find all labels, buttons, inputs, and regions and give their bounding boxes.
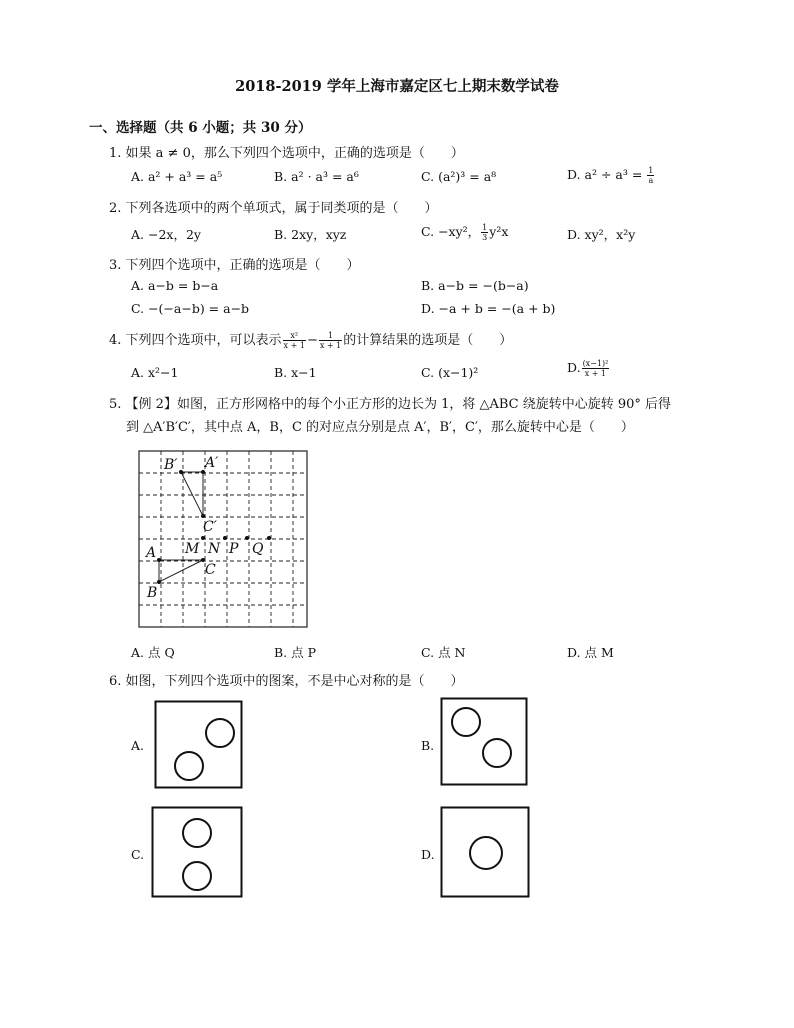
q4-d-den: x + 1	[584, 369, 607, 378]
q4-fraction-2	[319, 331, 342, 350]
q3-option-d[interactable]: D. −a + b = −(a + b)	[421, 301, 556, 316]
label-a: A	[146, 545, 157, 561]
q1-d-num: 1	[648, 166, 654, 175]
label-b-prime: B′	[164, 457, 178, 473]
point-c-prime	[201, 514, 205, 518]
label-a-prime: A′	[205, 455, 219, 471]
q3-stem: 3. 下列四个选项中，正确的选项是（ ）	[109, 258, 360, 273]
point-p	[245, 536, 249, 540]
q2-c-num: 1	[482, 223, 488, 232]
square-frame	[153, 808, 242, 897]
q2-option-d[interactable]: D. xy²，x²y	[567, 227, 636, 242]
circle-lower-left	[175, 752, 203, 780]
label-c-prime: C′	[203, 519, 217, 535]
page-title: 2018-2019 学年上海市嘉定区七上期末数学试卷	[235, 78, 559, 95]
circle-bottom	[183, 862, 211, 890]
q2-stem: 2. 下列各选项中的两个单项式，属于同类项的是（ ）	[109, 201, 438, 216]
q2-option-c-label: C. −xy²，	[421, 224, 481, 239]
q4-stem-post: 的计算结果的选项是（ ）	[343, 333, 513, 348]
q5-stem-line2: 到 △A′B′C′，其中点 A，B，C 的对应点分别是点 A′，B′，C′，那么旋转中心是（ ）	[126, 420, 634, 435]
q2-option-c[interactable]	[421, 222, 508, 242]
q6-option-a-label[interactable]: A.	[131, 738, 145, 753]
section-heading: 一、选择题（共 6 小题；共 30 分）	[89, 120, 312, 136]
q4-d-num: (x−1)²	[582, 359, 609, 368]
label-c: C	[205, 562, 216, 578]
q1-option-d-fraction	[647, 166, 654, 185]
q2-option-a[interactable]: A. −2x，2y	[131, 227, 201, 242]
q5-stem-line1: 5. 【例 2】如图，正方形网格中的每个小正方形的边长为 1，将 △ABC 绕旋转中心旋转 90° 后得	[109, 397, 672, 412]
triangle-abc-prime	[181, 472, 203, 516]
q4-option-d[interactable]	[567, 359, 610, 378]
q4-f2-den: x + 1	[319, 341, 342, 350]
circle-upper-left	[452, 708, 480, 736]
q1-option-d-label: D. a² ÷ a³ =	[567, 167, 647, 182]
q4-fraction-1	[283, 331, 306, 350]
point-m	[201, 536, 205, 540]
q6-option-a-figure[interactable]	[154, 700, 246, 792]
q4-option-d-fraction	[582, 359, 610, 378]
q5-option-a[interactable]: A. 点 Q	[131, 645, 175, 660]
q2-c-den: 3	[482, 233, 488, 242]
rotation-grid-figure	[135, 447, 315, 632]
q6-option-d-label[interactable]: D.	[421, 847, 435, 862]
q5-option-c[interactable]: C. 点 N	[421, 645, 466, 660]
point-b	[157, 580, 161, 584]
q6-option-b-figure[interactable]	[440, 697, 530, 789]
label-n: N	[208, 541, 221, 557]
point-b-prime	[179, 470, 183, 474]
triangle-abc	[159, 560, 203, 582]
square-frame	[442, 699, 527, 785]
q1-option-b[interactable]: B. a² · a³ = a⁶	[274, 169, 359, 184]
q4-option-a[interactable]: A. x²−1	[131, 365, 179, 380]
q4-option-d-label: D.	[567, 360, 581, 375]
point-q	[267, 536, 271, 540]
point-a	[157, 558, 161, 562]
q1-d-den: a	[648, 176, 654, 185]
q4-minus: −	[306, 333, 318, 348]
square-frame	[442, 808, 529, 897]
point-n	[223, 536, 227, 540]
q3-option-a[interactable]: A. a−b = b−a	[131, 278, 219, 293]
q4-f1-den: x + 1	[283, 341, 305, 350]
q6-option-c-label[interactable]: C.	[131, 847, 145, 862]
label-p: P	[229, 541, 239, 557]
q3-option-b[interactable]: B. a−b = −(b−a)	[421, 278, 529, 293]
q1-stem: 1. 如果 a ≠ 0，那么下列四个选项中，正确的选项是（ ）	[109, 146, 464, 161]
circle-center	[470, 837, 502, 869]
grid-dashed-lines	[139, 451, 307, 627]
q2-option-c-fraction	[481, 223, 488, 242]
q5-option-d[interactable]: D. 点 M	[567, 645, 614, 660]
label-q: Q	[252, 541, 264, 557]
q6-option-b-label[interactable]: B.	[421, 738, 435, 753]
q5-option-b[interactable]: B. 点 P	[274, 645, 317, 660]
q2-option-b[interactable]: B. 2xy，xyz	[274, 227, 347, 242]
q2-option-c-rest: y²x	[489, 224, 509, 239]
q3-option-c[interactable]: C. −(−a−b) = a−b	[131, 301, 250, 316]
q1-option-d[interactable]	[567, 166, 655, 185]
q4-stem-pre: 4. 下列四个选项中，可以表示	[109, 333, 282, 348]
q4-f1-num: x²	[283, 331, 306, 341]
q4-option-c[interactable]: C. (x−1)²	[421, 365, 479, 380]
circle-top	[183, 819, 211, 847]
q6-option-c-figure[interactable]	[151, 806, 245, 900]
circle-lower-right	[483, 739, 511, 767]
q4-stem	[109, 329, 512, 350]
q6-stem: 6. 如图，下列四个选项中的图案，不是中心对称的是（ ）	[109, 674, 464, 689]
q1-option-c[interactable]: C. (a²)³ = a⁸	[421, 169, 497, 184]
q4-f2-num: 1	[319, 331, 342, 341]
q4-option-b[interactable]: B. x−1	[274, 365, 317, 380]
q6-option-d-figure[interactable]	[440, 806, 532, 900]
circle-upper-right	[206, 719, 234, 747]
label-m: M	[185, 541, 200, 557]
label-b: B	[147, 585, 158, 601]
q1-option-a[interactable]: A. a² + a³ = a⁵	[131, 169, 223, 184]
